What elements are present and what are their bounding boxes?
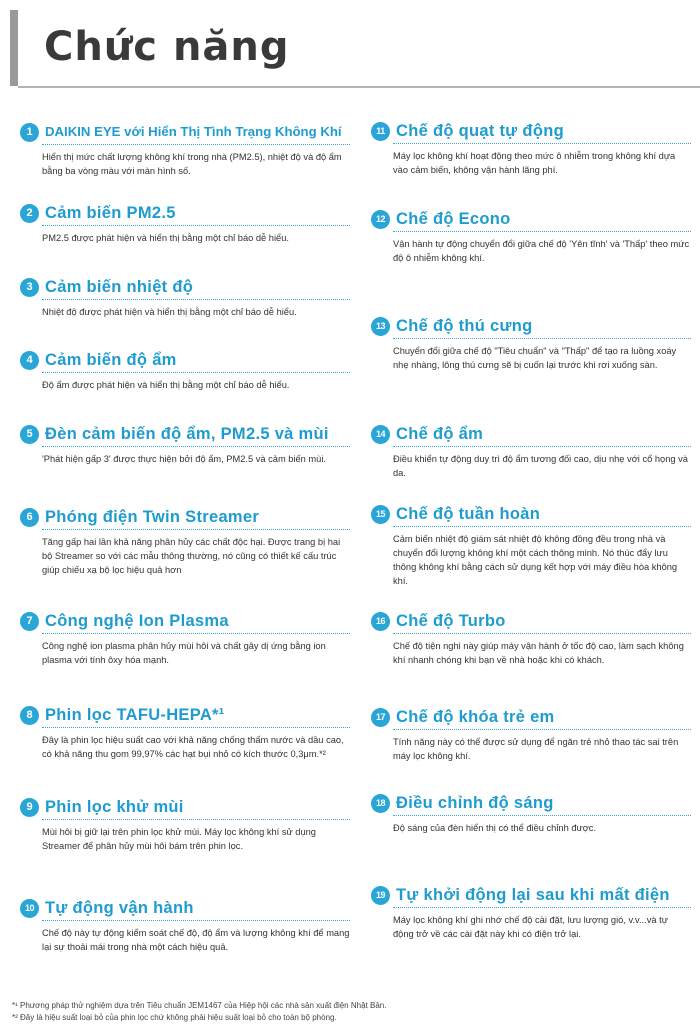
footnotes: [12, 1000, 692, 1024]
dotted-divider: [393, 338, 691, 339]
feature-sensor-lamp: [20, 423, 350, 466]
feature-description: Nhiệt độ được phát hiện và hiển thị bằng một chỉ báo dễ hiểu.: [42, 307, 297, 317]
feature-title: Phin lọc TAFU-HEPA*¹: [45, 706, 225, 724]
feature-auto-restart: [371, 884, 691, 941]
number-badge: 19: [371, 886, 390, 905]
feature-description: Điều khiển tự động duy trì độ ẩm tương đối cao, dịu nhẹ với cổ họng và da.: [393, 454, 688, 478]
feature-description: Công nghệ ion plasma phân hủy mùi hôi và chất gây dị ứng bằng ion plasma với tính ôxy hóa mạnh.: [42, 641, 326, 665]
number-badge: 12: [371, 210, 390, 229]
feature-description: 'Phát hiện gấp 3' được thực hiện bởi độ ẩm, PM2.5 và cảm biến mùi.: [42, 454, 326, 464]
dotted-divider: [393, 143, 691, 144]
feature-circulation-mode: [371, 503, 691, 588]
dotted-divider: [42, 372, 350, 373]
dotted-divider: [42, 819, 350, 820]
feature-tafu-hepa-filter: [20, 704, 350, 761]
feature-title: Chế độ Econo: [396, 210, 511, 228]
feature-description: Chế độ này tự động kiểm soát chế độ, độ ẩm và lượng không khí để mang lại sự thoải mái trong nhà một cách hiệu quả.: [42, 928, 350, 952]
number-badge: 13: [371, 317, 390, 336]
feature-description: Độ sáng của đèn hiển thị có thể điều chỉnh được.: [393, 823, 597, 833]
number-badge: 1: [20, 123, 39, 142]
feature-title: Công nghệ Ion Plasma: [45, 612, 229, 630]
number-badge: 15: [371, 505, 390, 524]
dotted-divider: [393, 815, 691, 816]
feature-description: Máy lọc không khí hoạt động theo mức ô nhiễm trong không khí dựa vào cảm biến, không vận hành lãng phí.: [393, 151, 676, 175]
feature-title: Cảm biến độ ẩm: [45, 351, 177, 369]
dotted-divider: [42, 225, 350, 226]
dotted-divider: [42, 529, 350, 530]
number-badge: 10: [20, 899, 39, 918]
feature-econo-mode: [371, 208, 691, 265]
feature-title: Phóng điện Twin Streamer: [45, 508, 260, 526]
feature-daikin-eye: [20, 121, 350, 178]
feature-title: Chế độ khóa trẻ em: [396, 708, 555, 726]
dotted-divider: [393, 633, 691, 634]
feature-title: Đèn cảm biến độ ẩm, PM2.5 và mùi: [45, 425, 329, 443]
number-badge: 4: [20, 351, 39, 370]
feature-title: DAIKIN EYE với Hiển Thị Tình Trạng Không Khí: [45, 124, 342, 139]
header-accent-bar: [10, 10, 18, 86]
dotted-divider: [42, 446, 350, 447]
feature-title: Điều chỉnh độ sáng: [396, 794, 554, 812]
feature-description: Đây là phin lọc hiệu suất cao với khả năng chống thấm nước và dầu cao, có khả năng thu gom 99,97% các hạt bụi nhỏ có kích thước 0,3μm.*²: [42, 735, 344, 759]
number-badge: 3: [20, 278, 39, 297]
feature-description: Mùi hôi bị giữ lại trên phin lọc khử mùi. Máy lọc không khí sử dụng Streamer để phân hủy mùi hôi bám trên phin lọc.: [42, 827, 316, 851]
feature-description: PM2.5 được phát hiện và hiển thị bằng một chỉ báo dễ hiểu.: [42, 233, 289, 243]
dotted-divider: [393, 526, 691, 527]
feature-child-lock: [371, 706, 691, 763]
feature-description: Tính năng này có thể được sử dụng để ngăn trẻ nhỏ thao tác sai trên máy lọc không khí.: [393, 737, 679, 761]
feature-auto-fan-mode: [371, 120, 691, 177]
number-badge: 9: [20, 798, 39, 817]
dotted-divider: [42, 727, 350, 728]
feature-description: Tăng gấp hai lần khả năng phân hủy các chất độc hại. Được trang bị hai bộ Streamer so với các mẫu thông thường, nó cũng có thiết kế cấu trúc giúp chiếu xạ bộ lọc hiệu quả hơn: [42, 537, 341, 575]
feature-title: Phin lọc khử mùi: [45, 798, 184, 816]
dotted-divider: [393, 907, 691, 908]
feature-title: Chế độ tuần hoàn: [396, 505, 541, 523]
feature-deodorizing-filter: [20, 796, 350, 853]
feature-description: Độ ẩm được phát hiện và hiển thị bằng một chỉ báo dễ hiểu.: [42, 380, 290, 390]
feature-description: Hiển thị mức chất lượng không khí trong nhà (PM2.5), nhiệt độ và độ ẩm bằng ba vòng màu với màn hình số.: [42, 152, 342, 176]
feature-brightness-adjust: [371, 792, 691, 835]
feature-pet-mode: [371, 315, 691, 372]
number-badge: 8: [20, 706, 39, 725]
footnote-1: *¹ Phương pháp thử nghiệm dựa trên Tiêu chuẩn JEM1467 của Hiệp hội các nhà sản xuất điện Nhật Bản.: [12, 1001, 387, 1010]
feature-description: Máy lọc không khí ghi nhớ chế độ cài đặt, lưu lượng gió, v.v...và tự động trở về các cài đặt này khi có điện trở lại.: [393, 915, 668, 939]
number-badge: 18: [371, 794, 390, 813]
number-badge: 2: [20, 204, 39, 223]
page-title: Chức năng: [44, 24, 290, 70]
feature-description: Vận hành tự động chuyển đổi giữa chế độ 'Yên tĩnh' và 'Thấp' theo mức độ ô nhiễm không khí.: [393, 239, 690, 263]
number-badge: 11: [371, 122, 390, 141]
footnote-2: *² Đây là hiệu suất loại bỏ của phin lọc chứ không phải hiệu suất loại bỏ cho toàn bộ phòng.: [12, 1013, 337, 1022]
feature-title: Chế độ ẩm: [396, 425, 484, 443]
feature-title: Cảm biến nhiệt độ: [45, 278, 194, 296]
dotted-divider: [42, 144, 350, 145]
dotted-divider: [393, 231, 691, 232]
number-badge: 5: [20, 425, 39, 444]
dotted-divider: [393, 446, 691, 447]
dotted-divider: [42, 920, 350, 921]
page-header: [0, 0, 700, 88]
feature-temperature-sensor: [20, 276, 350, 319]
feature-title: Cảm biến PM2.5: [45, 204, 176, 222]
header-divider: [18, 86, 700, 88]
feature-description: Chế độ tiện nghi này giúp máy vận hành ở tốc độ cao, làm sạch không khí nhanh chóng khi bạn về nhà hoặc khi có khách.: [393, 641, 684, 665]
dotted-divider: [42, 299, 350, 300]
feature-humidity-sensor: [20, 349, 350, 392]
feature-title: Tự khởi động lại sau khi mất điện: [396, 886, 670, 904]
feature-humidify-mode: [371, 423, 691, 480]
feature-title: Chế độ quạt tự động: [396, 122, 564, 140]
feature-description: Cảm biến nhiệt độ giám sát nhiệt độ không đồng đều trong nhà và chuyển đổi lượng không khí một cách thông minh. Nó thúc đẩy lưu thông không khí bằng cách sử dụng kết hợp với máy điều hòa không khí.: [393, 534, 678, 586]
feature-auto-operation: [20, 897, 350, 954]
number-badge: 17: [371, 708, 390, 727]
feature-title: Chế độ Turbo: [396, 612, 506, 630]
feature-pm25-sensor: [20, 202, 350, 245]
feature-title: Tự động vận hành: [45, 899, 194, 917]
feature-twin-streamer: [20, 506, 350, 577]
feature-ion-plasma: [20, 610, 350, 667]
feature-turbo-mode: [371, 610, 691, 667]
feature-description: Chuyển đổi giữa chế độ "Tiêu chuẩn" và "Thấp" để tạo ra luồng xoáy nhẹ nhàng, lông thú cưng sẽ bị cuốn lại trước khi rơi xuống sàn.: [393, 346, 677, 370]
number-badge: 14: [371, 425, 390, 444]
number-badge: 6: [20, 508, 39, 527]
feature-title: Chế độ thú cưng: [396, 317, 533, 335]
number-badge: 16: [371, 612, 390, 631]
dotted-divider: [42, 633, 350, 634]
dotted-divider: [393, 729, 691, 730]
number-badge: 7: [20, 612, 39, 631]
